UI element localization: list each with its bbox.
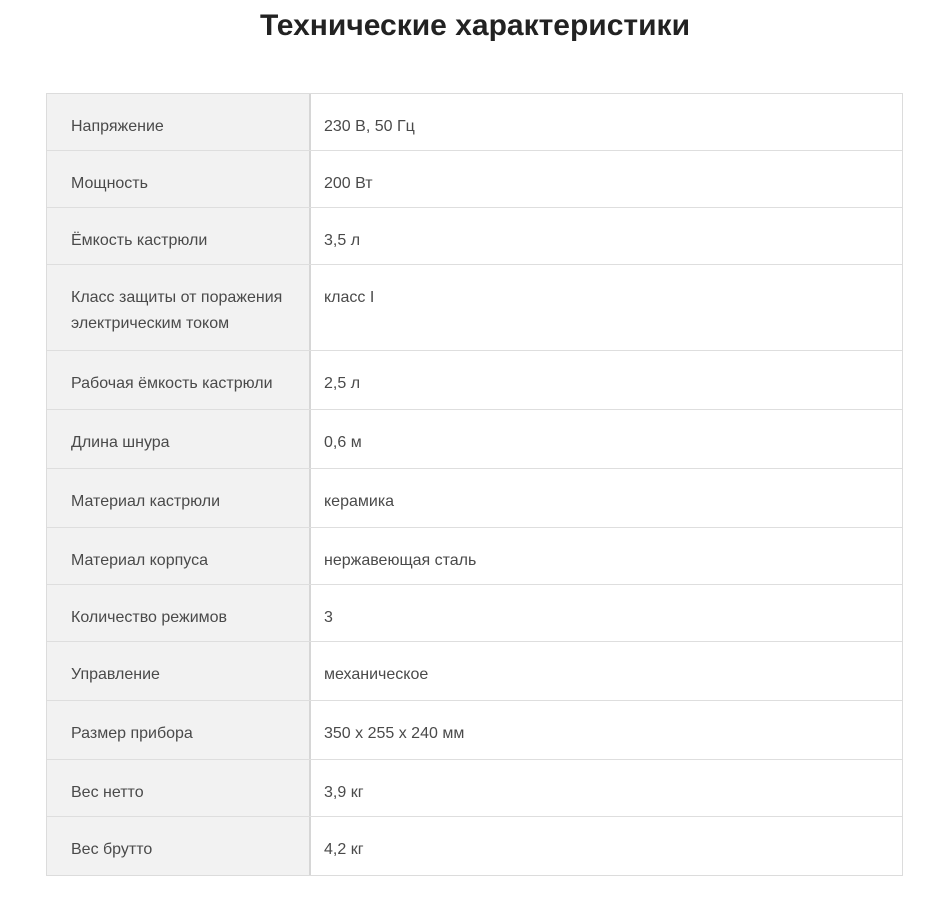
page-title: Технические характеристики (259, 9, 691, 42)
table-row (47, 642, 902, 701)
spec-value: нержавеющая сталь (311, 528, 902, 584)
table-row (47, 528, 902, 585)
table-row (47, 265, 902, 351)
spec-value: 200 Вт (311, 151, 902, 207)
spec-value: 3,5 л (311, 208, 902, 264)
table-row (47, 701, 902, 760)
spec-table (46, 93, 903, 876)
table-row (47, 410, 902, 469)
spec-name: Мощность (47, 151, 311, 207)
spec-name: Материал кастрюли (47, 469, 311, 527)
spec-value: 350 x 255 x 240 мм (311, 701, 902, 759)
spec-value: 3 (311, 585, 902, 641)
table-row (47, 208, 902, 265)
spec-value: керамика (311, 469, 902, 527)
spec-name: Размер прибора (47, 701, 311, 759)
spec-value: механическое (311, 642, 902, 700)
spec-name: Рабочая ёмкость кастрюли (47, 351, 311, 409)
spec-name: Вес брутто (47, 817, 311, 875)
spec-value: 2,5 л (311, 351, 902, 409)
table-row (47, 469, 902, 528)
spec-name: Длина шнура (47, 410, 311, 468)
table-row (47, 94, 902, 151)
spec-value: 0,6 м (311, 410, 902, 468)
spec-name: Ёмкость кастрюли (47, 208, 311, 264)
spec-value: 230 В, 50 Гц (311, 94, 902, 150)
table-row (47, 585, 902, 642)
table-row (47, 151, 902, 208)
table-row (47, 351, 902, 410)
spec-name: Класс защиты от поражения электрическим током (47, 265, 311, 350)
table-row (47, 760, 902, 817)
spec-value: 3,9 кг (311, 760, 902, 816)
spec-name: Вес нетто (47, 760, 311, 816)
spec-name: Количество режимов (47, 585, 311, 641)
spec-name: Материал корпуса (47, 528, 311, 584)
spec-value: 4,2 кг (311, 817, 902, 875)
spec-name: Управление (47, 642, 311, 700)
spec-value: класс I (311, 265, 902, 350)
table-row (47, 817, 902, 875)
spec-name: Напряжение (47, 94, 311, 150)
